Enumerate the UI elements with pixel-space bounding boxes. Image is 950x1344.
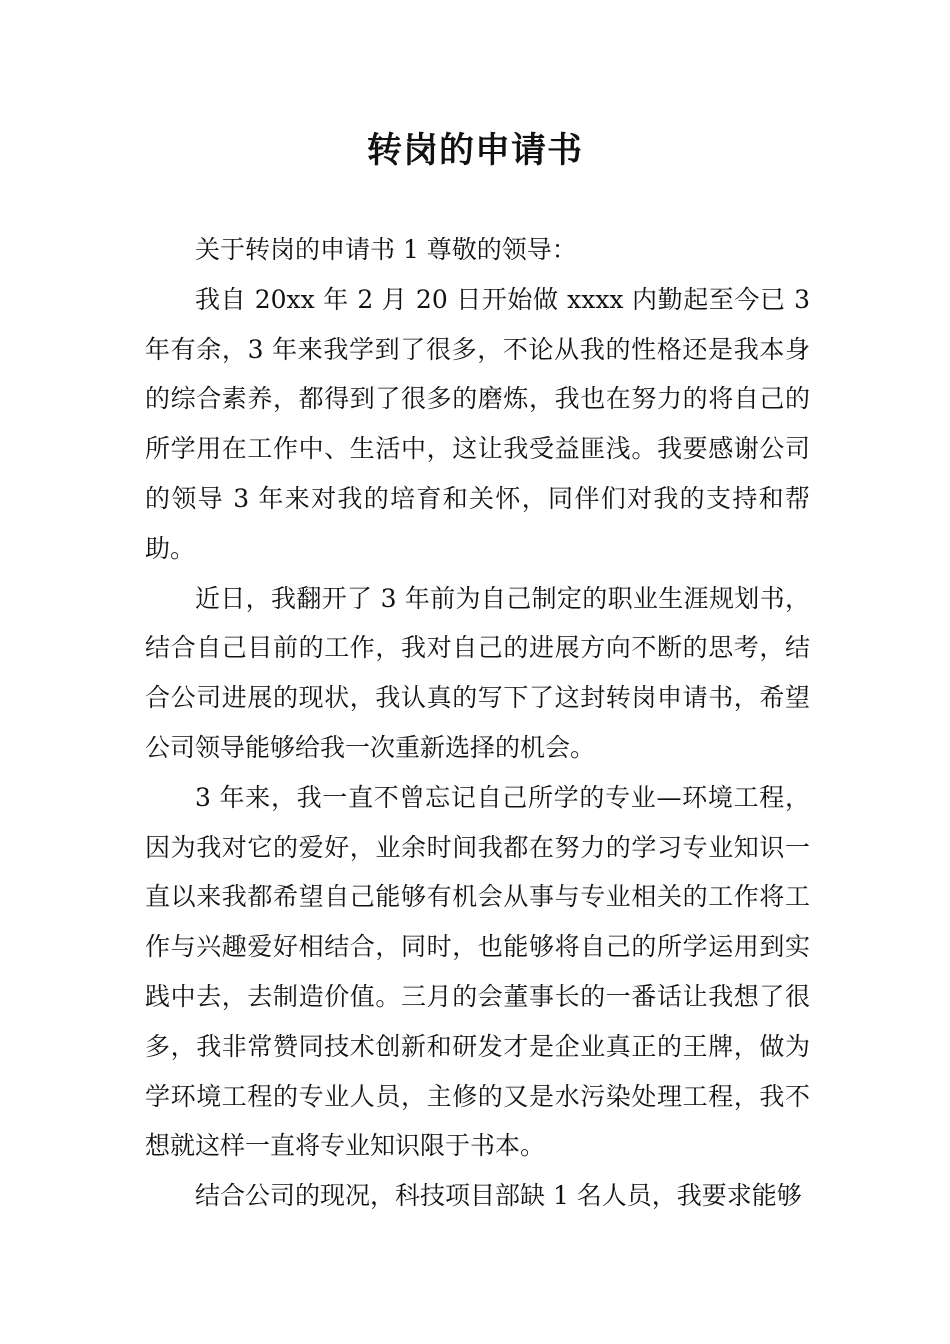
paragraph-salutation: 关于转岗的申请书 1 尊敬的领导： bbox=[195, 235, 577, 264]
document-body bbox=[145, 225, 810, 1221]
paragraph-request: 结合公司的现况，科技项目部缺 1 名人员，我要求能够 bbox=[195, 1181, 802, 1211]
paragraph-background: 我自 20xx 年 2 月 20 日开始做 xxxx 内勤起至今已 3 年有余，3 年来我学到了很多，不论从我的性格还是我本身的综合素养，都得到了很多的磨炼，我也在努力的将自己的所学用在工作中、生活中，这让我受益匪浅。我要感谢公司的领导 3 年来对我的培育和关怀，同伴们对我的支持和帮助。 bbox=[145, 284, 810, 563]
paragraph-major: 3 年来，我一直不曾忘记自己所学的专业—环境工程，因为我对它的爱好，业余时间我都在努力的学习专业知识一直以来我都希望自己能够有机会从事与专业相关的工作将工作与兴趣爱好相结合，同时，也能够将自己的所学运用到实践中去，去制造价值。三月的会董事长的一番话让我想了很多，我非常赞同技术创新和研发才是企业真正的王牌，做为学环境工程的专业人员，主修的又是水污染处理工程，我不想就这样一直将专业知识限于书本。 bbox=[145, 782, 810, 1161]
paragraph-reflection: 近日，我翻开了 3 年前为自己制定的职业生涯规划书，结合自己目前的工作，我对自己的进展方向不断的思考，结合公司进展的现状，我认真的写下了这封转岗申请书，希望公司领导能够给我一次重新选择的机会。 bbox=[145, 583, 810, 762]
document-title: 转岗的申请书 bbox=[366, 130, 583, 171]
